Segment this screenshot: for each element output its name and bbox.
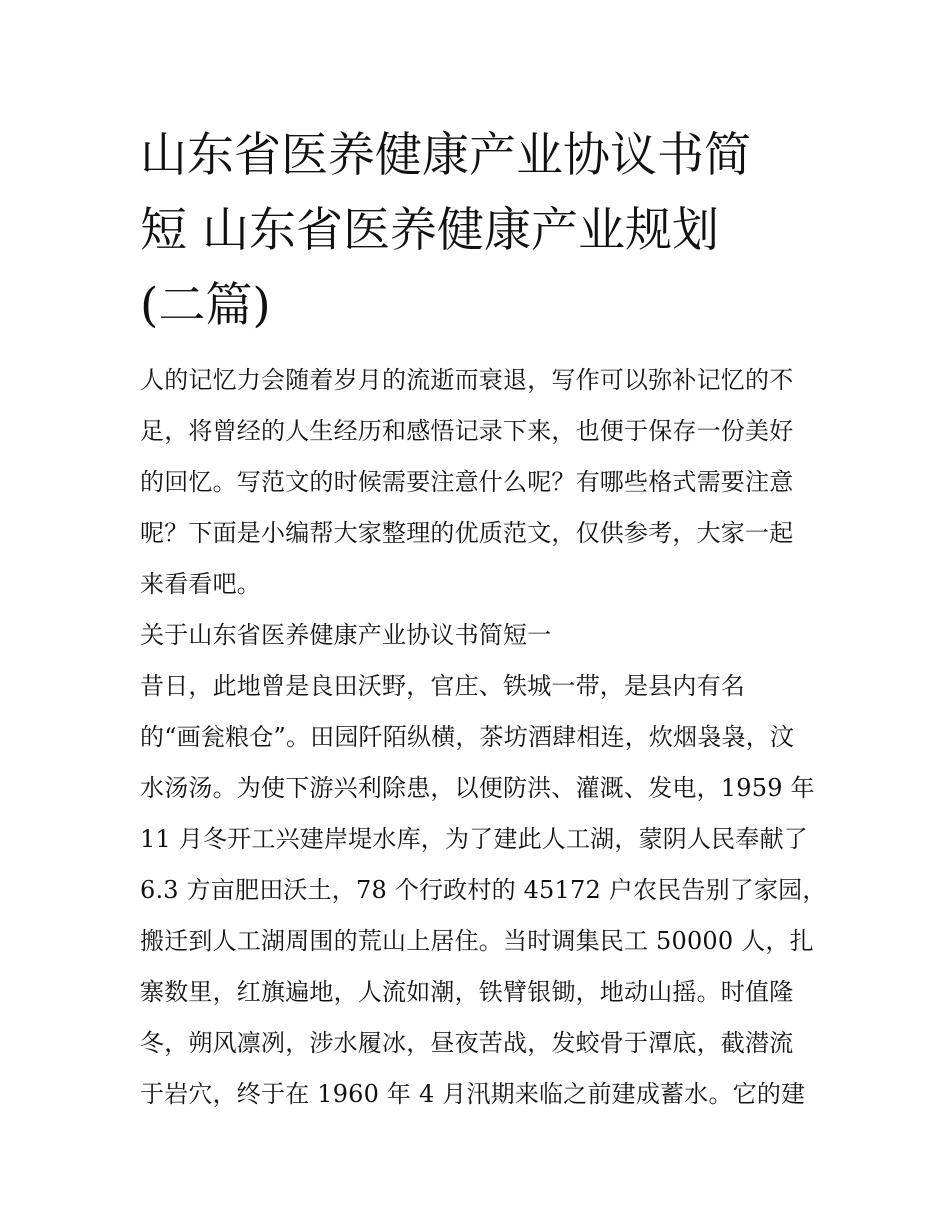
section-heading: 关于山东省医养健康产业协议书简短一	[140, 621, 552, 649]
title-line: (二篇)	[140, 278, 271, 333]
document-page	[140, 118, 827, 1120]
text-line: 搬迁到人工湖周围的荒山上居住。当时调集民工 50000 人，扎	[140, 927, 814, 955]
text-line: 呢？下面是小编帮大家整理的优质范文，仅供参考，大家一起	[140, 519, 794, 547]
text-line: 于岩穴，终于在 1960 年 4 月汛期来临之前建成蓄水。它的建	[140, 1080, 806, 1108]
document-title	[140, 118, 812, 343]
title-line: 山东省医养健康产业协议书简	[140, 128, 751, 183]
text-line: 水汤汤。为使下游兴利除患，以便防洪、灌溉、发电，1959 年	[140, 774, 815, 802]
text-line: 昔日，此地曾是良田沃野，官庄、铁城一带，是县内有名	[140, 672, 745, 700]
document-body	[140, 355, 827, 1120]
text-line: 足，将曾经的人生经历和感悟记录下来，也便于保存一份美好	[140, 417, 794, 445]
title-line: 短 山东省医养健康产业规划	[140, 203, 719, 258]
text-line: 人的记忆力会随着岁月的流逝而衰退，写作可以弥补记忆的不	[140, 366, 794, 394]
body-paragraph	[140, 661, 827, 1120]
text-line: 的“画瓮粮仓”。田园阡陌纵横，茶坊酒肆相连，炊烟袅袅，汶	[140, 723, 795, 751]
text-line: 的回忆。写范文的时候需要注意什么呢？有哪些格式需要注意	[140, 468, 794, 496]
text-line: 11 月冬开工兴建岸堤水库，为了建此人工湖，蒙阴人民奉献了	[140, 825, 808, 853]
text-line: 寨数里，红旗遍地，人流如潮，铁臂银锄，地动山摇。时值隆	[140, 978, 794, 1006]
text-line: 来看看吧。	[140, 570, 261, 598]
intro-paragraph	[140, 355, 812, 610]
text-line: 6.3 方亩肥田沃土，78 个行政村的 45172 户农民告别了家园，	[140, 876, 827, 904]
text-line: 冬，朔风凛冽，涉水履冰，昼夜苦战，发蛟骨于潭底，截潜流	[140, 1029, 794, 1057]
